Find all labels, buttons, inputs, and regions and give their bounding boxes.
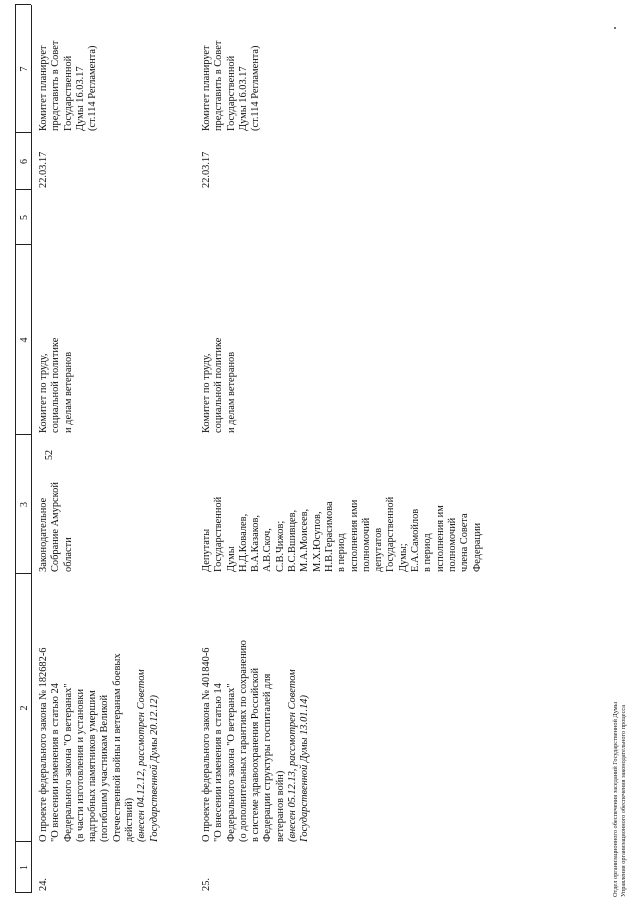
committee-line: Комитет по труду, [38, 353, 49, 433]
footer-line: Управления организационного обеспечения законодательного процесса [620, 704, 628, 897]
bill-title-line: О проекте федерального закона № 401840-6 [201, 647, 212, 842]
bill-title-line: (о дополнительных гарантиях по сохранению [237, 640, 249, 842]
initiator-line: Н.В.Герасимова [323, 501, 335, 572]
plan-line: Государственной [225, 55, 237, 131]
committee-line: и делам ветеранов [225, 351, 237, 433]
bill-title-line: действий) [124, 797, 136, 842]
bill-description [201, 640, 312, 842]
bill-title-line: Федерации структуры госпиталей для [262, 673, 274, 842]
bill-title-line: (погибшим) участникам Великой [99, 694, 111, 842]
initiator-line: Е.А.Самойлов [410, 508, 422, 572]
plan-line: представить в Совет [50, 40, 62, 131]
committee-line: Комитет по труду, [201, 353, 212, 433]
table-top-border [15, 5, 16, 893]
bill-title-line: "О внесении изменения в статью 24 [50, 683, 62, 842]
scan-speck [614, 27, 616, 29]
plan-line: Комитет планирует [201, 45, 212, 131]
initiator-line: Законодательное [38, 497, 49, 572]
plan-line: (ст.114 Регламента) [87, 45, 99, 131]
column-header-6: 6 [19, 159, 30, 164]
planned-action [38, 41, 99, 131]
responsible-committee [201, 338, 238, 433]
plan-line: (ст.114 Регламента) [250, 45, 262, 131]
page-number: 52 [44, 450, 55, 460]
table-header-divider [31, 5, 32, 893]
initiator-line: С.В.Чижов; [274, 520, 286, 572]
plan-line: Государственной [62, 55, 74, 131]
date: 22.03.17 [38, 151, 49, 188]
initiator-line: М.А.Моисеев, [299, 508, 311, 572]
date: 22.03.17 [201, 151, 212, 188]
initiator-line: депутатов [373, 527, 385, 572]
plan-line: Комитет планирует [38, 45, 49, 131]
row-number: 25. [201, 878, 212, 891]
bill-submission-note: Государственной Думы 20.12.12) [148, 695, 160, 842]
initiator [201, 497, 484, 572]
initiator-line: Федерации [471, 522, 483, 572]
bill-title-line: Федерального закона "О ветеранах" [62, 683, 74, 842]
column-header-2: 2 [19, 705, 30, 711]
bill-title-line: Федерального закона "О ветеранах" [225, 683, 237, 842]
column-header-3: 3 [19, 502, 30, 507]
bill-title-line: надгробных памятников умершим [87, 690, 99, 842]
bill-title-line: Отечественной войны и ветеранам боевых [111, 653, 123, 842]
initiator-line: полномочий [360, 517, 372, 572]
bill-title-line: ветеранов войн) [274, 770, 286, 842]
initiator [38, 482, 75, 572]
page-footer [612, 702, 628, 897]
column-header-4: 4 [19, 337, 30, 343]
initiator-line: А.В.Скоч, [262, 528, 274, 572]
footer-line: Отдел организационного обеспечения заседаний Государственной Думы [612, 702, 619, 897]
initiator-line: в период [336, 533, 348, 572]
initiator-line: Думы; [397, 543, 409, 572]
plan-line: Думы 16.03.17 [237, 66, 249, 131]
bill-submission-note: Государственной Думы 13.01.14) [299, 695, 311, 842]
initiator-line: члена Совета [459, 513, 471, 572]
row-number: 24. [38, 878, 49, 891]
initiator-line: области [62, 537, 74, 572]
initiator-line: Государственной [385, 496, 397, 572]
initiator-line: в период [422, 533, 434, 572]
bill-title-line: в системе здравоохранения Российской [250, 667, 262, 842]
initiator-line: Н.Д.Ковалев, [237, 513, 249, 572]
initiator-line: В.А.Казаков, [250, 515, 262, 572]
initiator-line: полномочий [446, 517, 458, 572]
bill-title-line: О проекте федерального закона № 182682-6 [38, 647, 49, 842]
initiator-line: Собрание Амурской [50, 482, 62, 572]
committee-line: социальной политике [50, 337, 62, 433]
committee-line: и делам ветеранов [62, 351, 74, 433]
initiator-line: Депутаты [201, 528, 212, 572]
initiator-line: исполнения ими [348, 499, 360, 572]
bill-title-line: "О внесении изменения в статью 14 [213, 683, 225, 842]
committee-line: социальной политике [213, 337, 225, 433]
responsible-committee [38, 338, 75, 433]
initiator-line: Государственной [213, 496, 225, 572]
bill-submission-note: (внесен 05.12.13, рассмотрен Советом [287, 669, 299, 842]
initiator-line: М.Х.Юсупов, [311, 511, 323, 572]
bill-title-line: (в части изготовления и установки [74, 688, 86, 842]
column-header-5: 5 [19, 215, 30, 220]
bill-submission-note: (внесен 04.12.12, рассмотрен Советом [136, 669, 148, 842]
initiator-line: исполнения им [434, 505, 446, 572]
column-header-7: 7 [19, 66, 30, 72]
initiator-line: В.С.Вшивцев, [287, 509, 299, 572]
bill-description [38, 648, 161, 842]
planned-action [201, 41, 262, 131]
column-header-1: 1 [19, 865, 30, 870]
initiator-line: Думы [225, 546, 237, 572]
plan-line: представить в Совет [213, 40, 225, 131]
plan-line: Думы 16.03.17 [74, 66, 86, 131]
